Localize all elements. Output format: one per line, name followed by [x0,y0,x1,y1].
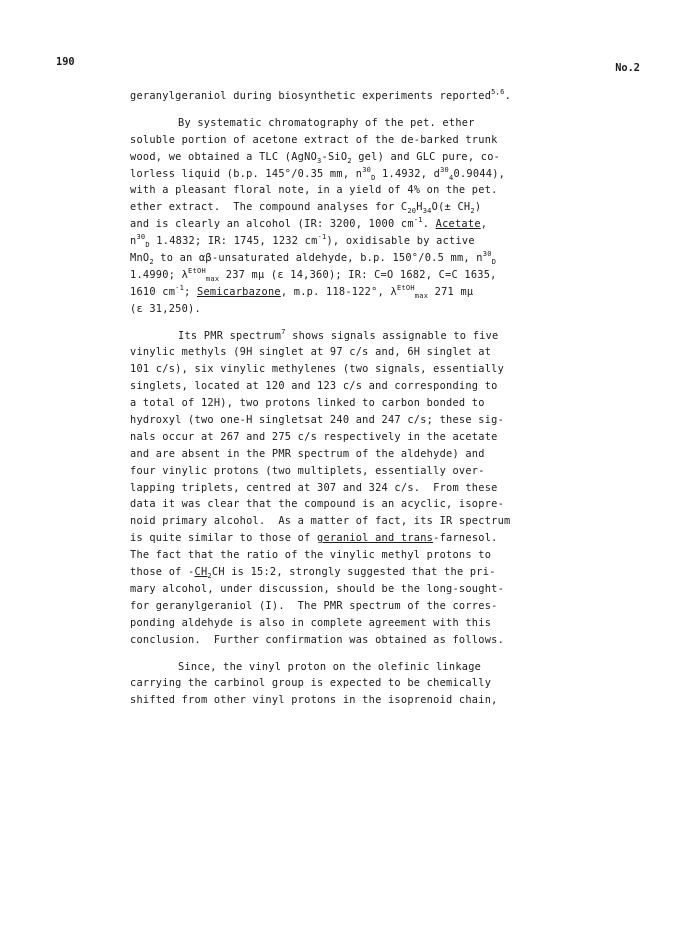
text-line [130,659,540,676]
text-run: vinylic methyls (9H singlet at 97 c/s and, 6H singlet at [130,346,492,359]
text-run: . [422,218,436,231]
text-run: , m.p. 118-122°, λ [280,285,397,298]
text-run: . [504,90,512,102]
text-run: 30 [362,165,372,174]
text-run: noid primary alcohol. As a matter of fact, its IR spectrum [130,515,511,528]
text-run: 1.4832; IR: 1745, 1232 cm [149,235,318,248]
text-line [130,530,540,547]
text-run: 30 [482,250,492,259]
text-line [130,344,540,361]
text-run: -1 [317,233,327,242]
text-run: 5,6 [491,88,505,96]
text-run: ether extract. The compound analyses for C [130,201,408,214]
text-line [130,199,540,216]
text-line [130,692,540,709]
text-run: and are absent in the PMR spectrum of the aldehyde) and [130,447,485,460]
text-run: four vinylic protons (two multiplets, essentially over- [130,464,485,477]
text-run: gel) and GLC pure, co- [351,150,501,163]
text-run: max [205,274,220,283]
text-line [130,250,540,267]
text-run: 30 [136,233,146,242]
text-run: carrying the carbinol group is expected to be chemically [130,677,492,690]
text-run: Acetate [435,218,481,231]
text-line [130,328,540,345]
text-line [130,301,540,318]
text-run: ; [184,285,197,298]
text-line [130,216,540,233]
text-run: CH is 15:2, strongly suggested that the pri- [211,566,496,579]
text-run: those of - [130,566,195,579]
text-run: shifted from other vinyl protons in the isoprenoid chain, [130,694,498,707]
text-run: The fact that the ratio of the vinylic methyl protons to [130,549,492,562]
text-run: singlets, located at 120 and 123 c/s and corresponding to [130,380,498,393]
text-run: wood, we obtained a TLC (AgNO [130,150,318,163]
text-run: (ε 31,250). [130,302,201,315]
text-line [130,581,540,598]
text-line [130,615,540,632]
text-run: 2 [149,258,154,267]
text-run: a total of 12H), two protons linked to carbon bonded to [130,397,485,410]
text-run: -SiO [321,150,348,163]
text-run: H [416,201,423,214]
text-run: EtOH [396,283,415,292]
paragraph [130,88,540,105]
text-run: soluble portion of acetone extract of the de-barked trunk [130,133,498,146]
text-run: ponding aldehyde is also in complete agreement with this [130,616,492,629]
text-run: O(± CH [431,201,471,214]
paragraph-gap [130,105,540,115]
text-line [130,88,540,105]
paragraph-gap [130,318,540,328]
text-run: is quite similar to those of [130,532,318,545]
text-run: ), oxidisable by active [326,235,475,248]
text-run: CH [194,566,208,579]
text-line [130,429,540,446]
text-line [130,115,540,132]
text-line [130,267,540,284]
text-run: 271 mμ [428,285,474,298]
text-run: Semicarbazone [197,285,281,298]
text-line [130,284,540,301]
text-line [130,412,540,429]
text-line [130,564,540,581]
text-run: data it was clear that the compound is an acyclic, isopre- [130,498,505,511]
text-run: 3 [317,156,322,165]
text-run: 1610 cm [130,285,176,298]
text-line [130,182,540,199]
text-run: Since, the vinyl proton on the olefinic linkage [178,660,482,673]
text-run: 2 [470,207,475,216]
text-run: 7 [281,327,286,336]
text-run: to an αβ-unsaturated aldehyde, b.p. 150°/0.5 mm, n [153,252,483,265]
text-run: shows signals assignable to five [285,329,499,342]
text-line [130,463,540,480]
text-run: 1.4932, d [375,167,441,180]
text-run: MnO [130,252,150,265]
text-line [130,632,540,649]
text-run: 30 [440,165,450,174]
text-run: EtOH [188,266,206,275]
text-run: geranylgeraniol during biosynthetic experiments reported [130,90,492,102]
text-run: -1 [175,283,185,292]
text-run: nals occur at 267 and 275 c/s respectively in the acetate [130,430,498,443]
text-run: and is clearly an alcohol (IR: 3200, 1000 cm [130,218,414,231]
text-line [130,395,540,412]
text-run: 2 [207,572,212,581]
text-line [130,480,540,497]
text-line [130,166,540,183]
text-line [130,547,540,564]
text-run: lapping triplets, centred at 307 and 324 c/s. From these [130,481,498,494]
text-run: conclusion. Further confirmation was obtained as follows. [130,633,505,646]
text-run: 4 [449,173,454,182]
text-line [130,513,540,530]
text-run: 20 [407,207,417,216]
paragraph [130,659,540,710]
text-run: 237 mμ (ε 14,360); IR: C=O 1682, C=C 1635, [219,268,497,281]
text-line [130,132,540,149]
page-number: 190 [56,56,75,68]
text-run: ) [474,201,482,214]
text-run: with a pleasant floral note, in a yield of 4% on the pet. [130,184,498,197]
paragraph-gap [130,649,540,659]
text-run: 2 [347,156,352,165]
text-run: 1.4990; λ [130,268,189,281]
text-run: lorless liquid (b.p. 145°/0.35 mm, n [130,167,363,180]
text-run: D [491,258,497,267]
text-line [130,675,540,692]
text-line [130,149,540,166]
text-run: -1 [413,216,423,225]
text-line [130,361,540,378]
text-run: By systematic chromatography of the pet. ether [178,116,475,129]
text-run: 101 c/s), six vinylic methylenes (two signals, essentially [130,363,505,376]
text-line [130,598,540,615]
text-run: mary alcohol, under discussion, should be the long-sought- [130,582,505,595]
text-line [130,378,540,395]
paragraph [130,328,540,649]
issue-number: No.2 [615,62,640,74]
text-run: max [414,291,429,300]
text-run: 0.9044), [453,167,506,180]
text-line [130,496,540,513]
text-run: -farnesol. [433,532,498,545]
text-run: for geranylgeraniol (I). The PMR spectrum of the corres- [130,599,498,612]
text-run: D [145,241,150,250]
text-line [130,233,540,250]
text-run: 34 [422,207,432,216]
text-run: geraniol and trans [317,532,434,545]
text-run: n [130,235,137,248]
paragraph [130,115,540,318]
text-line [130,446,540,463]
text-run: D [371,173,376,182]
body-text [130,88,540,709]
text-run: hydroxyl (two one-H singletsat 240 and 247 c/s; these sig- [130,414,505,427]
text-run: , [480,218,488,231]
text-run: Its PMR spectrum [178,329,282,342]
